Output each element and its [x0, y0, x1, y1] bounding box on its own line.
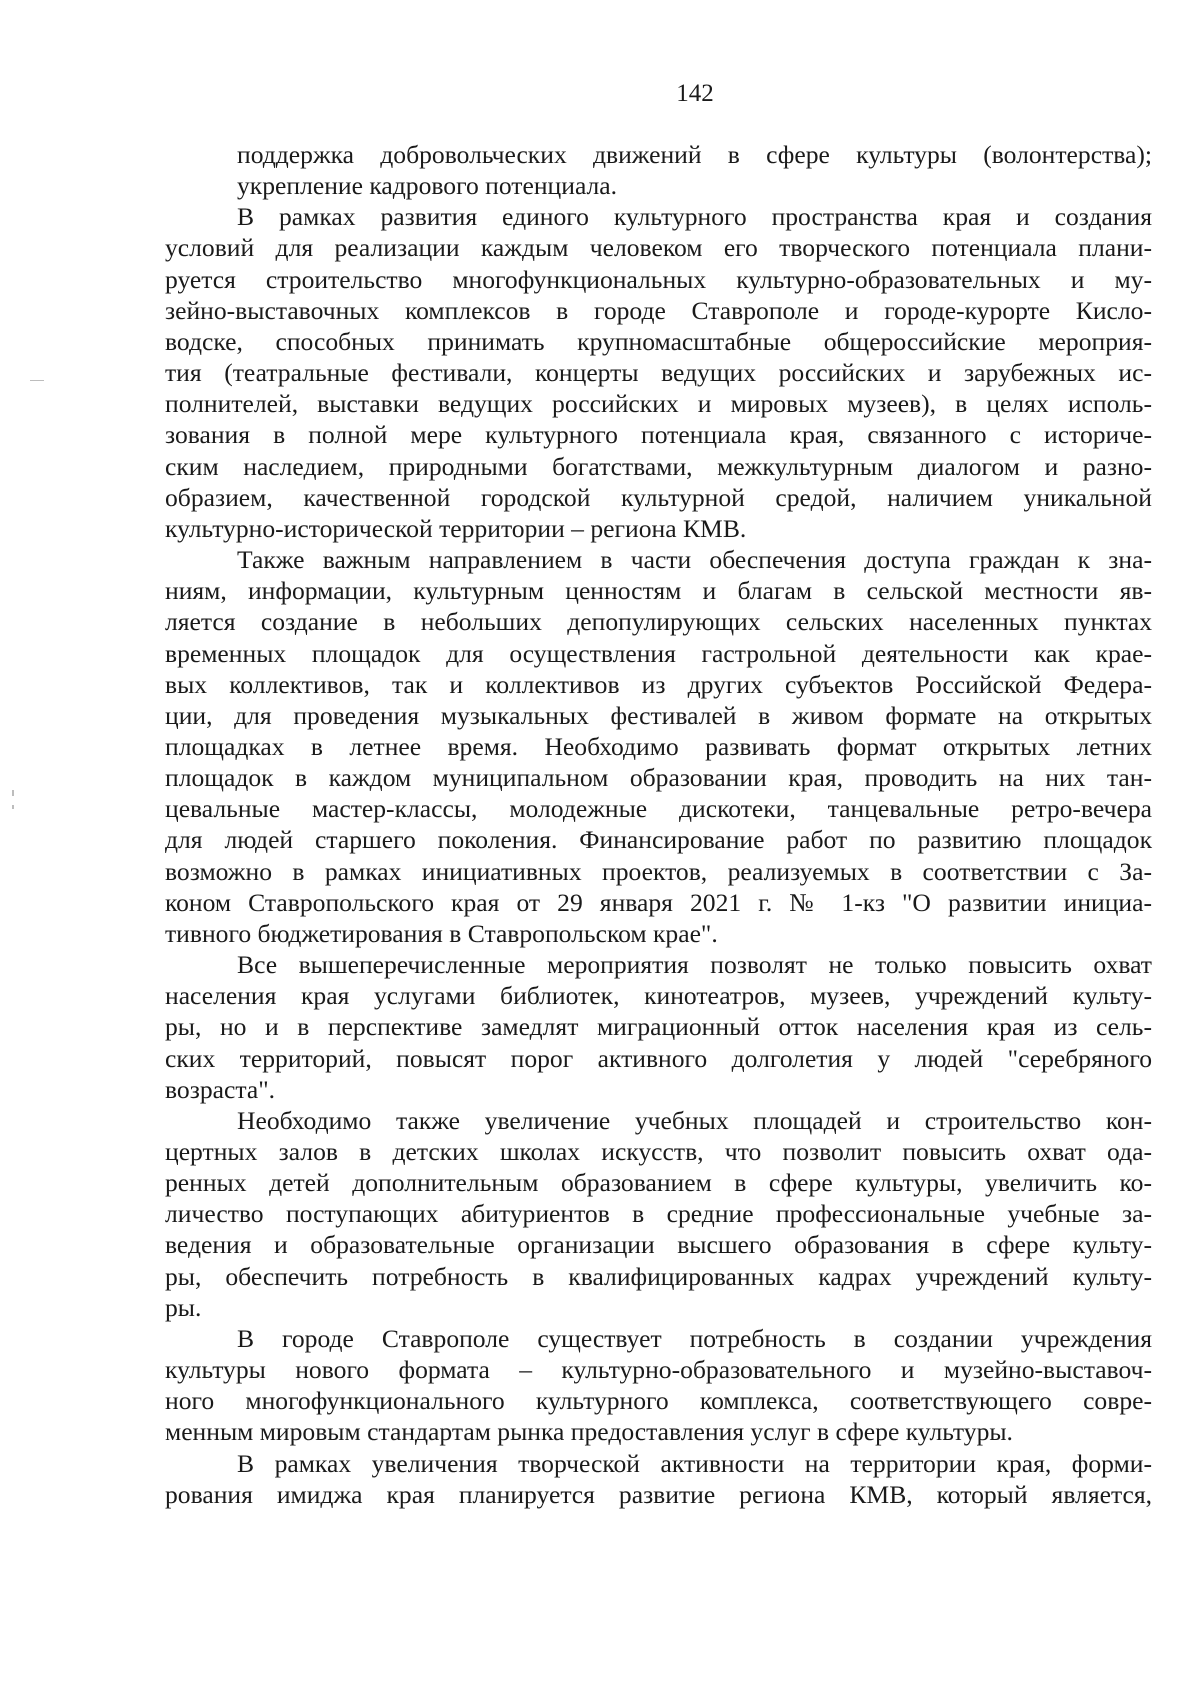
text-line: условий для реализации каждым человеком его творческого потенциала плани-	[165, 233, 1152, 263]
text-line: ским наследием, природными богатствами, межкультурным диалогом и разно-	[165, 451, 1152, 481]
paragraph	[165, 949, 1152, 1105]
text-line: ведения и образовательные организации высшего образования в сфере культу-	[165, 1230, 1152, 1260]
text-line: укрепление кадрового потенциала.	[237, 171, 618, 201]
text-line: В рамках развития единого культурного пространства края и создания	[237, 202, 1152, 232]
text-line: менным мировым стандартам рынка предоставления услуг в сфере культуры.	[165, 1417, 1013, 1447]
document-body	[165, 139, 1152, 1510]
text-line: площадках в летнее время. Необходимо развивать формат открытых летних	[165, 731, 1152, 761]
text-line: тия (театральные фестивали, концерты ведущих российских и зарубежных ис-	[165, 358, 1152, 388]
text-line: возможно в рамках инициативных проектов, реализуемых в соответствии с За-	[165, 856, 1152, 886]
text-line: В рамках увеличения творческой активности на территории края, форми-	[237, 1448, 1152, 1478]
paragraph	[165, 1448, 1152, 1510]
text-line: рования имиджа края планируется развитие региона КМВ, который является,	[165, 1479, 1152, 1509]
text-line: ских территорий, повысят порог активного долголетия у людей "серебряного	[165, 1043, 1152, 1073]
text-line: зейно-выставочных комплексов в городе Ставрополе и городе-курорте Кисло-	[165, 295, 1152, 325]
scan-speck	[12, 790, 14, 796]
text-line: ного многофункционального культурного комплекса, соответствующего совре-	[165, 1386, 1152, 1416]
text-line: ры, обеспечить потребность в квалифицированных кадрах учреждений культу-	[165, 1261, 1152, 1291]
page-number: 142	[676, 80, 714, 107]
paragraph	[165, 201, 1152, 544]
text-line: площадок в каждом муниципальном образовании края, проводить на них тан-	[165, 763, 1152, 793]
text-line: образием, качественной городской культурной средой, наличием уникальной	[165, 482, 1152, 512]
text-line: ции, для проведения музыкальных фестивалей в живом формате на открытых	[165, 700, 1152, 730]
text-line: культурно-исторической территории – региона КМВ.	[165, 513, 747, 543]
paragraph	[165, 1323, 1152, 1448]
scan-speck	[12, 805, 14, 809]
text-line: поддержка добровольческих движений в сфере культуры (волонтерства);	[237, 140, 1152, 169]
text-line: ры.	[165, 1292, 202, 1322]
text-line: руется строительство многофункциональных культурно-образовательных и му-	[165, 264, 1152, 294]
text-line: зования в полной мере культурного потенциала края, связанного с историче-	[165, 420, 1152, 450]
text-line: цевальные мастер-классы, молодежные дискотеки, танцевальные ретро-вечера	[165, 794, 1152, 824]
text-line: цертных залов в детских школах искусств, что позволит повысить охват ода-	[165, 1137, 1152, 1166]
paragraph	[165, 544, 1152, 949]
text-line: Также важным направлением в части обеспечения доступа граждан к зна-	[237, 545, 1152, 575]
scan-speck	[30, 380, 44, 381]
text-line: возраста".	[165, 1074, 276, 1104]
text-line: В городе Ставрополе существует потребность в создании учреждения	[237, 1323, 1152, 1353]
text-line: вых коллективов, так и коллективов из других субъектов Российской Федера-	[165, 669, 1152, 699]
text-line: тивного бюджетирования в Ставропольском крае".	[165, 918, 718, 948]
text-line: для людей старшего поколения. Финансирование работ по развитию площадок	[165, 825, 1152, 855]
paragraph	[165, 139, 1152, 201]
text-line: ренных детей дополнительным образованием в сфере культуры, увеличить ко-	[165, 1168, 1152, 1198]
text-line: ляется создание в небольших депопулирующих сельских населенных пунктах	[165, 607, 1152, 637]
text-line: временных площадок для осуществления гастрольной деятельности как крае-	[165, 638, 1152, 668]
text-line: Необходимо также увеличение учебных площадей и строительство кон-	[237, 1105, 1152, 1135]
text-line: водске, способных принимать крупномасштабные общероссийские мероприя-	[165, 326, 1152, 356]
text-line: полнителей, выставки ведущих российских и мировых музеев), в целях исполь-	[165, 389, 1152, 419]
text-line: ры, но и в перспективе замедлят миграционный отток населения края из сель-	[165, 1012, 1152, 1042]
text-line: населения края услугами библиотек, кинотеатров, музеев, учреждений культу-	[165, 981, 1152, 1011]
text-line: коном Ставропольского края от 29 января 2021 г. № 1-кз "О развитии инициа-	[165, 887, 1152, 917]
text-line: Все вышеперечисленные мероприятия позволят не только повысить охват	[237, 950, 1152, 980]
text-line: личество поступающих абитуриентов в средние профессиональные учебные за-	[165, 1199, 1152, 1229]
text-line: ниям, информации, культурным ценностям и благам в сельской местности яв-	[165, 576, 1152, 606]
text-line: культуры нового формата – культурно-образовательного и музейно-выставоч-	[165, 1355, 1152, 1385]
paragraph	[165, 1105, 1152, 1323]
